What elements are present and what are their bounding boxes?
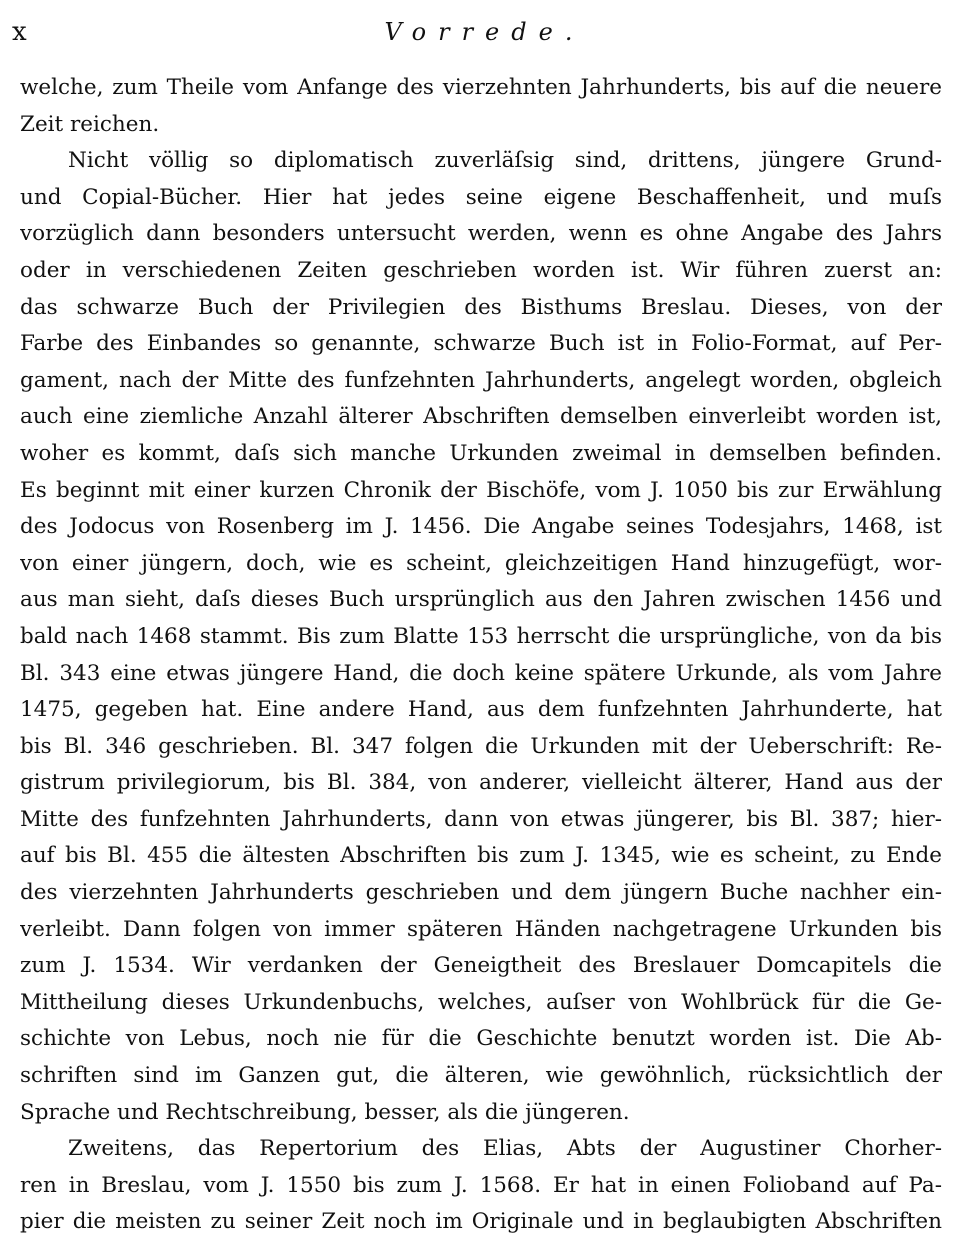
- text-line: und Copial-Bücher. Hier hat jedes seine eigene Beschaffenheit, und muſs: [20, 184, 942, 210]
- text-line: Es beginnt mit einer kurzen Chronik der Bischöfe, vom J. 1050 bis zur Erwählung: [20, 477, 942, 503]
- text-line: aus man sieht, daſs dieses Buch ursprünglich aus den Jahren zwischen 1456 und: [20, 587, 942, 613]
- text-line: bis Bl. 346 geschrieben. Bl. 347 folgen die Urkunden mit der Ueberschrift: Re-: [20, 733, 942, 759]
- text-line: 1475, gegeben hat. Eine andere Hand, aus dem funfzehnten Jahrhunderte, hat: [20, 697, 942, 723]
- text-line: von einer jüngern, doch, wie es scheint, gleichzeitigen Hand hinzugefügt, wor-: [20, 550, 942, 576]
- text-line: Zeit reichen.: [20, 111, 160, 137]
- text-line: gament, nach der Mitte des funfzehnten Jahrhunderts, angelegt worden, obgleich: [20, 367, 942, 393]
- text-line: Mitte des funfzehnten Jahrhunderts, dann von etwas jüngerer, bis Bl. 387; hier-: [20, 806, 942, 832]
- text-line: schichte von Lebus, noch nie für die Geschichte benutzt worden ist. Die Ab-: [20, 1026, 942, 1052]
- text-line: auch eine ziemliche Anzahl älterer Abschriften demselben einverleibt worden ist,: [20, 404, 942, 430]
- text-line: welche, zum Theile vom Anfange des vierzehnten Jahrhunderts, bis auf die neuere: [20, 75, 942, 100]
- text-line: Sprache und Rechtschreibung, besser, als die jüngeren.: [20, 1099, 630, 1125]
- text-line: vorzüglich dann besonders untersucht werden, wenn es ohne Angabe des Jahrs: [20, 221, 942, 247]
- text-line: pier die meisten zu seiner Zeit noch im Originale und in beglaubigten Abschriften: [20, 1209, 942, 1235]
- text-line: auf bis Bl. 455 die ältesten Abschriften bis zum J. 1345, wie es scheint, zu Ende: [20, 843, 942, 869]
- text-line: gistrum privilegiorum, bis Bl. 384, von anderer, vielleicht älterer, Hand aus der: [20, 770, 942, 796]
- text-line: des vierzehnten Jahrhunderts geschrieben und dem jüngern Buche nachher ein-: [20, 880, 942, 906]
- text-line: Bl. 343 eine etwas jüngere Hand, die doch keine spätere Urkunde, als vom Jahre: [20, 660, 942, 686]
- body-text: [20, 70, 942, 1241]
- text-line: bald nach 1468 stammt. Bis zum Blatte 153 herrscht die ursprüngliche, von da bis: [20, 623, 942, 649]
- text-line: ren in Breslau, vom J. 1550 bis zum J. 1568. Er hat in einen Folioband auf Pa-: [20, 1172, 942, 1198]
- text-line: schriften sind im Ganzen gut, die älteren, wie gewöhnlich, rücksichtlich der: [20, 1063, 942, 1089]
- running-head: Vorrede.: [384, 18, 585, 46]
- text-line: zum J. 1534. Wir verdanken der Geneigtheit des Breslauer Domcapitels die: [20, 953, 942, 979]
- text-line: woher es kommt, daſs sich manche Urkunden zweimal in demselben befinden.: [20, 440, 942, 466]
- text-line: das schwarze Buch der Privilegien des Bisthums Breslau. Dieses, von der: [20, 294, 942, 320]
- page-header: [12, 12, 957, 52]
- text-line: Nicht völlig so diplomatisch zuverläſsig sind, drittens, jüngere Grund-: [68, 148, 942, 174]
- text-line: oder in verschiedenen Zeiten geschrieben worden ist. Wir führen zuerst an:: [20, 257, 942, 283]
- text-line: des Jodocus von Rosenberg im J. 1456. Die Angabe seines Todesjahrs, 1468, ist: [20, 514, 942, 540]
- page-number: x: [12, 17, 27, 47]
- text-line: Mittheilung dieses Urkundenbuchs, welches, auſser von Wohlbrück für die Ge-: [20, 989, 942, 1015]
- text-line: verleibt. Dann folgen von immer späteren Händen nachgetragene Urkunden bis: [20, 916, 942, 942]
- text-line: Farbe des Einbandes so genannte, schwarze Buch ist in Folio-Format, auf Per-: [20, 331, 942, 357]
- text-line: Zweitens, das Repertorium des Elias, Abts der Augustiner Chorher-: [68, 1136, 942, 1162]
